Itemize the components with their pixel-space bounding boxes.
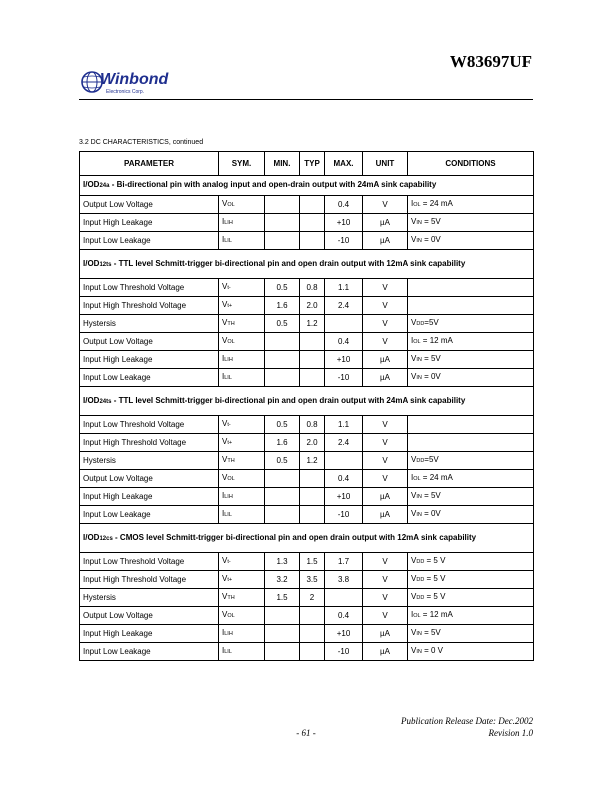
symbol-cell: Vt+ [219, 297, 265, 315]
unit-cell: V [363, 315, 408, 333]
parameter-cell: Input High Threshold Voltage [80, 571, 219, 589]
typ-cell [300, 369, 325, 387]
typ-cell: 1.2 [300, 452, 325, 470]
table-row [80, 625, 534, 643]
conditions-cell: VDD=5V [408, 315, 534, 333]
revision: Revision 1.0 [488, 728, 533, 738]
typ-cell: 1.5 [300, 553, 325, 571]
min-cell [265, 232, 300, 250]
table-row [80, 351, 534, 369]
section-title: 3.2 DC CHARACTERISTICS, continued [79, 139, 204, 146]
typ-cell [300, 625, 325, 643]
max-cell: +10 [325, 625, 363, 643]
group-heading-row [80, 387, 534, 416]
page-number: - 61 - [296, 728, 316, 738]
table-row [80, 607, 534, 625]
table-row [80, 416, 534, 434]
parameter-cell: Input Low Leakage [80, 506, 219, 524]
table-row [80, 452, 534, 470]
conditions-cell: VIN = 0V [408, 232, 534, 250]
parameter-cell: Hystersis [80, 589, 219, 607]
symbol-cell: VOL [219, 196, 265, 214]
table-row [80, 279, 534, 297]
parameter-cell: Hystersis [80, 315, 219, 333]
typ-cell [300, 488, 325, 506]
max-cell [325, 589, 363, 607]
conditions-cell: IOL = 24 mA [408, 196, 534, 214]
logo-wordmark: Winbond [100, 71, 169, 88]
parameter-cell: Input Low Leakage [80, 369, 219, 387]
max-cell: +10 [325, 488, 363, 506]
table-row [80, 297, 534, 315]
min-cell: 1.3 [265, 553, 300, 571]
unit-cell: µA [363, 351, 408, 369]
conditions-cell: VIN = 5V [408, 351, 534, 369]
conditions-cell: IOL = 12 mA [408, 333, 534, 351]
conditions-cell: VIN = 0V [408, 369, 534, 387]
symbol-cell: ILIH [219, 351, 265, 369]
conditions-cell [408, 297, 534, 315]
symbol-cell: Vt- [219, 553, 265, 571]
unit-cell: V [363, 553, 408, 571]
unit-cell: V [363, 196, 408, 214]
conditions-cell: IOL = 12 mA [408, 607, 534, 625]
table-row [80, 643, 534, 661]
max-cell: 2.4 [325, 434, 363, 452]
typ-cell [300, 214, 325, 232]
typ-cell: 1.2 [300, 315, 325, 333]
publication-date: Publication Release Date: Dec.2002 [401, 716, 533, 726]
min-cell: 1.6 [265, 434, 300, 452]
table-row [80, 214, 534, 232]
symbol-cell: VTH [219, 452, 265, 470]
unit-cell: µA [363, 506, 408, 524]
symbol-cell: Vt- [219, 416, 265, 434]
max-cell [325, 452, 363, 470]
parameter-cell: Input High Threshold Voltage [80, 297, 219, 315]
parameter-cell: Output Low Voltage [80, 607, 219, 625]
parameter-cell: Output Low Voltage [80, 333, 219, 351]
typ-cell: 2 [300, 589, 325, 607]
symbol-cell: ILIL [219, 643, 265, 661]
min-cell [265, 607, 300, 625]
parameter-cell: Input High Leakage [80, 625, 219, 643]
column-header-max: MAX. [325, 152, 363, 176]
conditions-cell: VIN = 5V [408, 214, 534, 232]
table-row [80, 315, 534, 333]
conditions-cell: VDD = 5 V [408, 589, 534, 607]
max-cell: +10 [325, 214, 363, 232]
unit-cell: µA [363, 369, 408, 387]
max-cell: 0.4 [325, 333, 363, 351]
typ-cell [300, 506, 325, 524]
group-heading-row [80, 176, 534, 196]
symbol-cell: ILIL [219, 232, 265, 250]
column-header-sym: SYM. [219, 152, 265, 176]
table-row [80, 369, 534, 387]
unit-cell: V [363, 571, 408, 589]
parameter-cell: Input Low Threshold Voltage [80, 416, 219, 434]
typ-cell [300, 333, 325, 351]
parameter-cell: Input Low Leakage [80, 643, 219, 661]
table-row [80, 553, 534, 571]
conditions-cell: VIN = 0 V [408, 643, 534, 661]
table-header-row [80, 152, 534, 176]
table-row [80, 571, 534, 589]
max-cell: -10 [325, 369, 363, 387]
parameter-cell: Input High Leakage [80, 488, 219, 506]
max-cell: 0.4 [325, 196, 363, 214]
max-cell: 1.1 [325, 279, 363, 297]
parameter-cell: Input High Leakage [80, 351, 219, 369]
typ-cell: 0.8 [300, 279, 325, 297]
parameter-cell: Hystersis [80, 452, 219, 470]
typ-cell [300, 232, 325, 250]
parameter-cell: Output Low Voltage [80, 470, 219, 488]
group-heading: I/OD24a - Bi-directional pin with analog input and open-drain output with 24mA sink capability [80, 176, 534, 196]
max-cell: -10 [325, 232, 363, 250]
column-header-unit: UNIT [363, 152, 408, 176]
column-header-parameter: PARAMETER [80, 152, 219, 176]
max-cell: -10 [325, 506, 363, 524]
table-row [80, 506, 534, 524]
min-cell [265, 625, 300, 643]
conditions-cell: VDD = 5 V [408, 553, 534, 571]
min-cell [265, 351, 300, 369]
conditions-cell: VIN = 0V [408, 506, 534, 524]
conditions-cell [408, 434, 534, 452]
parameter-cell: Output Low Voltage [80, 196, 219, 214]
symbol-cell: VOL [219, 607, 265, 625]
min-cell: 1.5 [265, 589, 300, 607]
logo-subtext: Electronics Corp. [106, 89, 145, 95]
unit-cell: V [363, 279, 408, 297]
unit-cell: V [363, 416, 408, 434]
winbond-logo [78, 70, 188, 100]
conditions-cell: VDD = 5 V [408, 571, 534, 589]
max-cell: -10 [325, 643, 363, 661]
group-heading: I/OD12ts - TTL level Schmitt-trigger bi-directional pin and open drain output with 12mA sink capability [80, 250, 534, 279]
min-cell [265, 333, 300, 351]
conditions-cell: IOL = 24 mA [408, 470, 534, 488]
unit-cell: V [363, 589, 408, 607]
typ-cell: 3.5 [300, 571, 325, 589]
symbol-cell: Vt- [219, 279, 265, 297]
document-id: W83697UF [449, 52, 532, 71]
parameter-cell: Input High Threshold Voltage [80, 434, 219, 452]
parameter-cell: Input High Leakage [80, 214, 219, 232]
min-cell [265, 488, 300, 506]
table-row [80, 232, 534, 250]
min-cell [265, 470, 300, 488]
max-cell: 1.1 [325, 416, 363, 434]
conditions-cell: VIN = 5V [408, 625, 534, 643]
symbol-cell: ILIH [219, 214, 265, 232]
group-heading: I/OD24ts - TTL level Schmitt-trigger bi-directional pin and open drain output with 24mA sink capability [80, 387, 534, 416]
max-cell [325, 315, 363, 333]
typ-cell: 0.8 [300, 416, 325, 434]
header-rule [79, 99, 533, 100]
typ-cell: 2.0 [300, 297, 325, 315]
column-header-min: MIN. [265, 152, 300, 176]
group-heading: I/OD12cs - CMOS level Schmitt-trigger bi-directional pin and open drain output with 12mA sink capability [80, 524, 534, 553]
max-cell: 3.8 [325, 571, 363, 589]
typ-cell [300, 196, 325, 214]
dc-characteristics-table [79, 151, 534, 661]
min-cell: 0.5 [265, 452, 300, 470]
group-heading-row [80, 250, 534, 279]
symbol-cell: VTH [219, 315, 265, 333]
min-cell [265, 506, 300, 524]
max-cell: 0.4 [325, 607, 363, 625]
min-cell [265, 196, 300, 214]
table-row [80, 333, 534, 351]
symbol-cell: ILIL [219, 369, 265, 387]
conditions-cell [408, 279, 534, 297]
unit-cell: µA [363, 625, 408, 643]
conditions-cell: VIN = 5V [408, 488, 534, 506]
unit-cell: V [363, 297, 408, 315]
table-row [80, 196, 534, 214]
symbol-cell: ILIH [219, 488, 265, 506]
unit-cell: V [363, 470, 408, 488]
table-row [80, 470, 534, 488]
max-cell: 1.7 [325, 553, 363, 571]
column-header-typ: TYP [300, 152, 325, 176]
symbol-cell: ILIL [219, 506, 265, 524]
max-cell: 2.4 [325, 297, 363, 315]
symbol-cell: VTH [219, 589, 265, 607]
group-heading-row [80, 524, 534, 553]
parameter-cell: Input Low Threshold Voltage [80, 279, 219, 297]
parameter-cell: Input Low Threshold Voltage [80, 553, 219, 571]
min-cell [265, 643, 300, 661]
min-cell: 0.5 [265, 279, 300, 297]
symbol-cell: Vt+ [219, 434, 265, 452]
symbol-cell: Vt+ [219, 571, 265, 589]
table-row [80, 589, 534, 607]
table-row [80, 434, 534, 452]
table-row [80, 488, 534, 506]
typ-cell [300, 470, 325, 488]
symbol-cell: VOL [219, 333, 265, 351]
unit-cell: µA [363, 214, 408, 232]
unit-cell: V [363, 607, 408, 625]
unit-cell: µA [363, 643, 408, 661]
min-cell [265, 369, 300, 387]
conditions-cell [408, 416, 534, 434]
column-header-conditions: CONDITIONS [408, 152, 534, 176]
unit-cell: V [363, 434, 408, 452]
typ-cell [300, 607, 325, 625]
symbol-cell: VOL [219, 470, 265, 488]
min-cell: 0.5 [265, 315, 300, 333]
typ-cell [300, 351, 325, 369]
unit-cell: µA [363, 232, 408, 250]
typ-cell: 2.0 [300, 434, 325, 452]
max-cell: +10 [325, 351, 363, 369]
typ-cell [300, 643, 325, 661]
parameter-cell: Input Low Leakage [80, 232, 219, 250]
min-cell: 0.5 [265, 416, 300, 434]
unit-cell: µA [363, 488, 408, 506]
min-cell [265, 214, 300, 232]
conditions-cell: VDD=5V [408, 452, 534, 470]
symbol-cell: ILIH [219, 625, 265, 643]
min-cell: 3.2 [265, 571, 300, 589]
unit-cell: V [363, 333, 408, 351]
max-cell: 0.4 [325, 470, 363, 488]
min-cell: 1.6 [265, 297, 300, 315]
unit-cell: V [363, 452, 408, 470]
